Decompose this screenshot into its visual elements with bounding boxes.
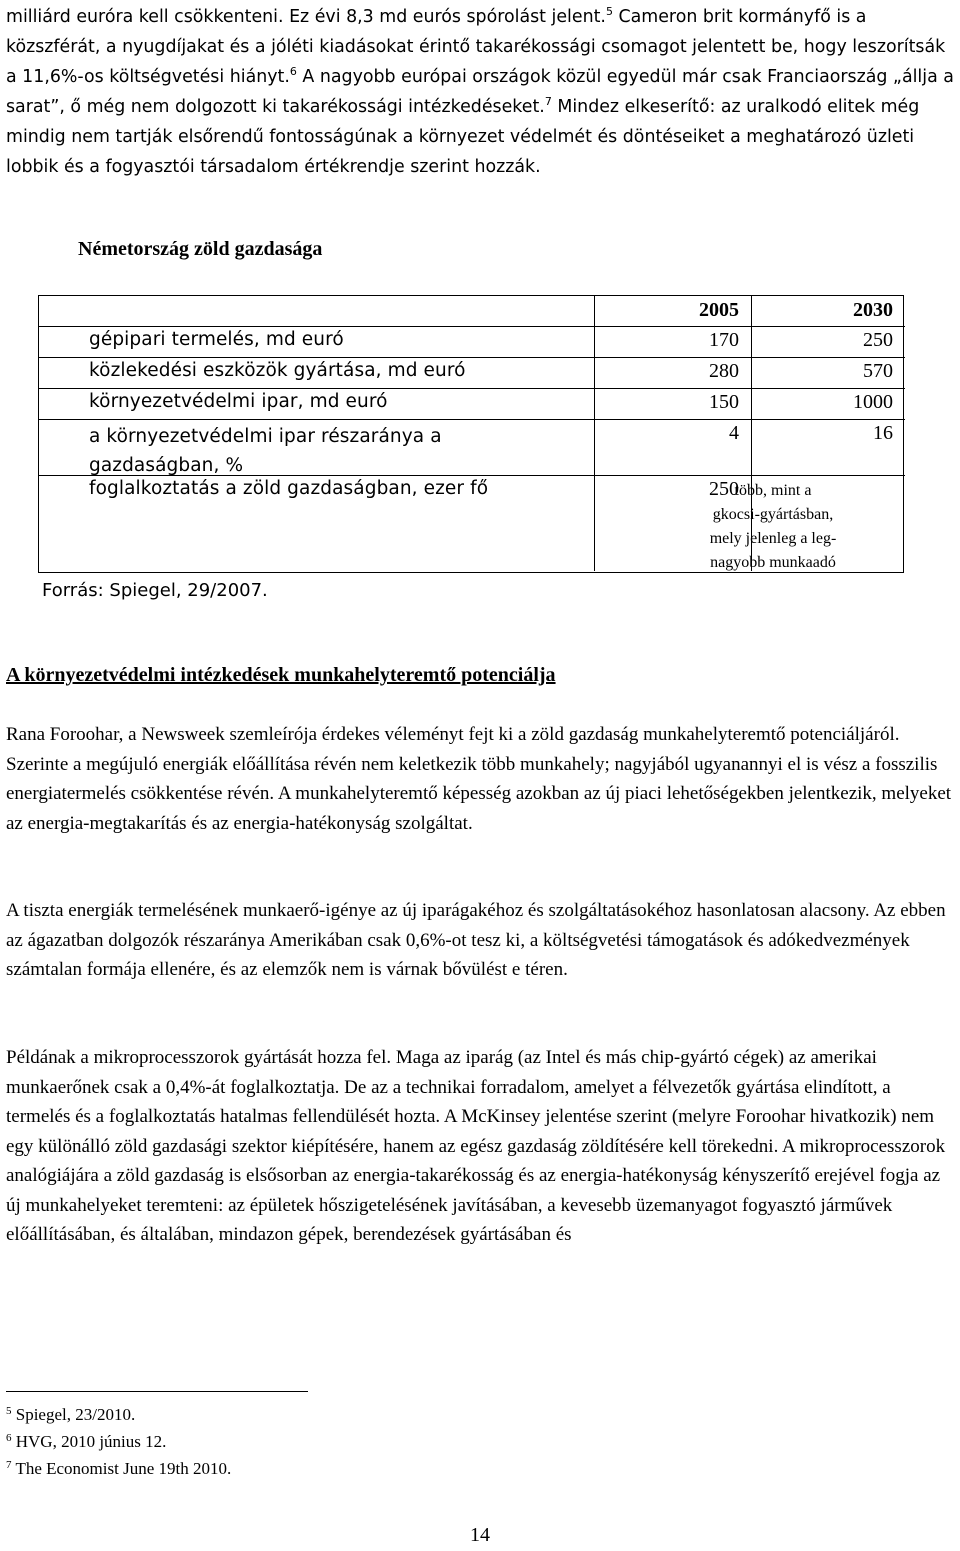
value-2030: 16 [873, 422, 893, 444]
body-paragraph: Példának a mikroprocesszorok gyártását hozza fel. Maga az iparág (az Intel és más chip-gyártó cégek) az amerikai munkaerőnek csak a 0,4%-át foglalkoztatja. De az a technikai forradalom, amelyet a félvezetők gyártása elindított, a termelés és a foglalkoztatás hatalmas fellendülését hozta. A McKinsey jelentése szerint (melyre Foroohar hivatkozik) nem egy különálló zöld gazdasági szektor kiépítésére, hanem az egész gazdaság zöldítésére kell törekedni. A mikroprocesszorok analógiájára a zöld gazdaság is elsősorban az energia-takarékosság és az energia-hatékonyság kényszerítő erejével fogja az új munkahelyeket teremteni: az épületek hőszigetelésének javításában, a kevesebb üzemanyagot fogyasztó járművek előállításában, és általában, mindazon gépek, berendezések gyártásában és [6, 1047, 946, 1245]
body-paragraph: Rana Foroohar, a Newsweek szemleírója érdekes véleményt fejt ki a zöld gazdaság munkahelyteremtő potenciáljáról. Szerinte a megújuló energiák előállítása révén nem keletkezik több munkahely; nagyjából ugyanannyi el is vész a fosszilis energiatermelés csökkentése révén. A munkahelyteremtő képesség azokban az új piaci lehetőségekben jelentkezik, melyeket az energia-megtakarítás és az energia-hatékonyság szolgáltat. [6, 724, 952, 834]
note-line: nagyobb munkaadó [710, 554, 836, 571]
col-header-2030: 2030 [853, 299, 893, 321]
body-paragraph: A tiszta energiák termelésének munkaerő-igénye az új iparágakéhoz és szolgáltatásokéhoz hasonlatosan alacsony. Az ebben az ágazatban dolgozók részaránya Amerikában csak 0,6%-ot tesz ki, a költségvetési támogatások és adókedvezmények számtalan formája ellenére, és az elemzők nem is várnak bővülést e téren. [6, 900, 946, 980]
footnote-text: HVG, 2010 június 12. [11, 1432, 167, 1451]
table-header-row [39, 296, 905, 327]
intro-text-d: Mindez elkeserítő: az uralkodó elitek még mindig nem tartják elsőrendű fontosságúnak a környezet védelmét és döntéseiket a meghatározó üzleti lobbik és a fogyasztói társadalom értékrendje szerint hozzák. [6, 97, 920, 177]
table-row [39, 419, 905, 476]
value-2030: 1000 [853, 391, 893, 413]
footnote-number: 6 [6, 1432, 12, 1444]
row-label: gépipari termelés, md euró [89, 329, 344, 350]
footnote-text: Spiegel, 23/2010. [11, 1405, 136, 1424]
footnote-number: 7 [6, 1459, 12, 1471]
value-2030: 570 [863, 360, 893, 382]
page-number: 14 [470, 1524, 490, 1546]
footnote-ref-5[interactable]: 5 [605, 5, 613, 18]
table-row [39, 357, 905, 389]
value-2005: 250 [709, 478, 739, 500]
intro-text-a: milliárd euróra kell csökkenteni. Ez évi 8,3 md eurós spórolást jelent. [6, 7, 606, 27]
row-label-line-1: a környezetvédelmi ipar részaránya a [89, 426, 442, 447]
table-title: Németország zöld gazdasága [78, 238, 323, 260]
footnote [6, 1459, 231, 1479]
note-line: több, mint a [734, 482, 812, 499]
row-label-line-2: gazdaságban, % [89, 455, 244, 476]
table-row [39, 326, 905, 358]
row-label: foglalkoztatás a zöld gazdaságban, ezer fő [89, 478, 489, 499]
footnote-ref-6[interactable]: 6 [289, 65, 297, 78]
employment-2030-note [687, 479, 859, 575]
row-label: közlekedési eszközök gyártása, md euró [89, 360, 466, 381]
note-line: mely jelenleg a leg- [709, 530, 837, 547]
footnote-separator [6, 1391, 308, 1392]
intro-text-c: A nagyobb európai országok közül egyedül már csak Franciaország „állja a sarat”, ő még nem dolgozott ki takarékossági intézkedéseket. [6, 67, 954, 117]
value-2005: 4 [729, 422, 739, 444]
section-title: A környezetvédelmi intézkedések munkahelyteremtő potenciálja [6, 664, 556, 686]
footnote-text: The Economist June 19th 2010. [11, 1459, 232, 1478]
table-source: Forrás: Spiegel, 29/2007. [42, 580, 268, 601]
value-2005: 150 [709, 391, 739, 413]
col-header-2005: 2005 [699, 299, 739, 321]
footnote-ref-7[interactable]: 7 [544, 95, 552, 108]
value-2005: 280 [709, 360, 739, 382]
value-2005: 170 [709, 329, 739, 351]
intro-text-b: Cameron brit kormányfő is a közszférát, a nyugdíjakat és a jóléti kiadásokat érintő takarékossági csomagot jelentett be, hogy leszorítsák a 11,6%-os költségvetési hiányt. [6, 7, 946, 87]
table-row [39, 388, 905, 420]
footnote-number: 5 [6, 1405, 12, 1417]
footnote [6, 1432, 166, 1452]
row-label [89, 422, 442, 480]
value-2030: 250 [863, 329, 893, 351]
intro-paragraph [6, 2, 958, 182]
row-label: környezetvédelmi ipar, md euró [89, 391, 388, 412]
footnote [6, 1405, 135, 1425]
note-line: gkocsi-gyártásban, [712, 506, 834, 523]
